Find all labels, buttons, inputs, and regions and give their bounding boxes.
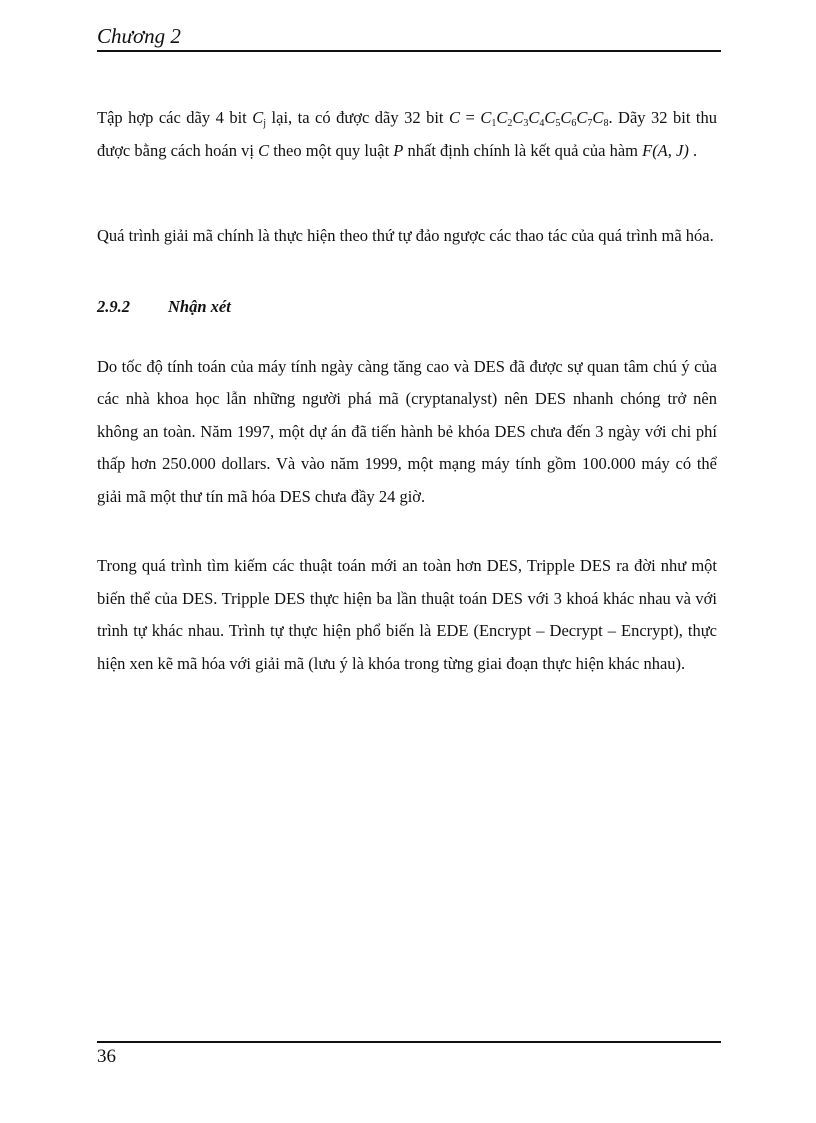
para1-mid3: theo một quy luật: [269, 140, 394, 160]
para1-end: .: [688, 140, 698, 160]
formula-c: $C = C_1C_2C_3C_4C_5C_6C_7C_8$: [449, 108, 609, 129]
chapter-header: Chương 2: [97, 24, 181, 48]
formula-term-c8: $C_8$: [592, 108, 609, 129]
formula-term-c5: $C_5$: [544, 108, 561, 129]
page-content: [97, 102, 717, 680]
footer-divider: [97, 1041, 721, 1043]
para1-lead: Tập hợp các dãy 4 bit: [97, 108, 253, 127]
paragraph-des-security: Do tốc độ tính toán của máy tính ngày càng tăng cao và DES đã được sự quan tâm chú ý của các nhà khoa học lẫn những người phá mã (cryptanalyst) nên DES nhanh chóng trở nên không an toàn. Năm 1997, một dự án đã tiến hành bẻ khóa DES chưa đến 3 ngày với chi phí thấp hơn 250.000 dollars. Và vào năm 1999, một mạng máy tính gồm 100.000 máy có thể giải mã một thư tín mã hóa DES chưa đầy 24 giờ.: [97, 356, 717, 506]
section-title: Nhận xét: [168, 296, 231, 316]
paragraph-function-result: [97, 102, 717, 167]
paragraph-triple-des: Trong quá trình tìm kiếm các thuật toán mới an toàn hơn DES, Tripple DES ra đời như một biến thể của DES. Tripple DES thực hiện ba lần thuật toán DES với 3 khoá khác nhau và với trình tự khác nhau. Trình tự thực hiện phổ biến là EDE (Encrypt – Decrypt – Encrypt), thực hiện xen kẽ mã hóa với giải mã (lưu ý là khóa trong từng giai đoạn thực hiện khác nhau).: [97, 556, 717, 673]
para1-mid4: nhất định chính là kết quả của hàm: [403, 140, 643, 160]
header-divider: [97, 50, 721, 52]
var-p: P: [393, 140, 404, 160]
function-f: F(A, J): [642, 140, 689, 160]
page-number: 36: [97, 1046, 116, 1067]
var-c: C: [258, 140, 270, 160]
para1-mid1: lại, ta có được dãy 32 bit: [266, 108, 450, 127]
formula-term-c7: $C_7$: [576, 108, 593, 129]
formula-term-c2: $C_2$: [496, 108, 513, 129]
section-heading: [97, 291, 717, 323]
var-cj: $C_j$: [252, 108, 267, 129]
formula-term-c4: $C_4$: [528, 108, 545, 129]
formula-term-c6: $C_6$: [560, 108, 577, 129]
formula-term-c3: $C_3$: [512, 108, 529, 129]
paragraph-decryption: Quá trình giải mã chính là thực hiện theo thứ tự đảo ngược các thao tác của quá trình mã hóa.: [97, 226, 714, 245]
section-number: 2.9.2: [97, 296, 130, 316]
formula-term-c1: $C_1$: [480, 108, 497, 129]
para1-mid2: . Dãy 32 bit thu được bằng cách hoán vị: [97, 108, 717, 160]
